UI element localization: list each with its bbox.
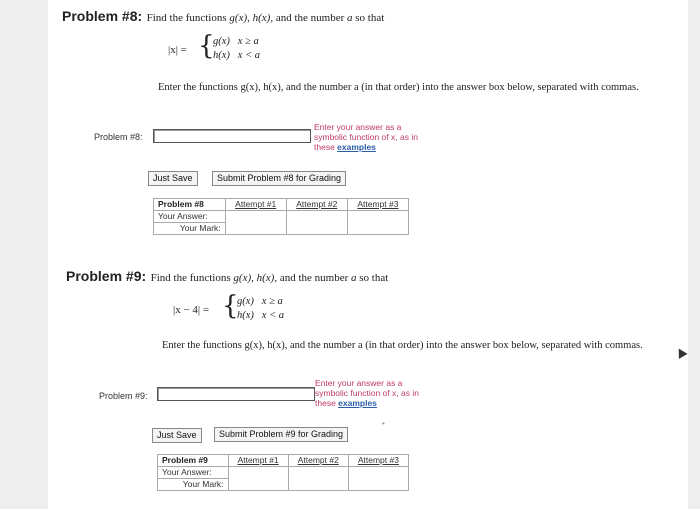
table-row (154, 199, 409, 211)
problem-9-attempt-1-link[interactable]: Attempt #1 (228, 455, 288, 467)
problem-9-piece-2: h(x) x < a (237, 310, 285, 321)
problem-9-table-header: Problem #9 (158, 455, 229, 467)
problem-8-heading (62, 8, 384, 26)
dot-icon: • (382, 419, 385, 428)
problem-8-attempt-2-link[interactable]: Attempt #2 (286, 199, 347, 211)
problem-8-attempt-2-cell (286, 211, 347, 235)
homework-page (48, 0, 688, 509)
problem-8-attempt-3-link[interactable]: Attempt #3 (347, 199, 408, 211)
problem-8-your-mark-label: Your Mark: (154, 223, 226, 235)
table-row (158, 455, 409, 467)
problem-9-title: Problem #9: (66, 268, 147, 284)
problem-9-instruction: Enter the functions g(x), h(x), and the number a (in that order) into the answer box below, separated with commas. (162, 340, 643, 351)
problem-8-lhs: |x| = (168, 44, 187, 56)
problem-9-your-mark-label: Your Mark: (158, 479, 229, 491)
problem-9-just-save-button[interactable]: Just Save (152, 428, 202, 443)
problem-8-attempts-table (153, 198, 409, 235)
problem-9-attempt-2-link[interactable]: Attempt #2 (288, 455, 348, 467)
problem-9-hint: Enter your answer as a symbolic function of x, as in these examples (315, 378, 419, 408)
problem-9-answer-input[interactable] (157, 387, 315, 401)
table-row (158, 467, 409, 479)
problem-8-piece-1: g(x) x ≥ a (213, 36, 259, 47)
problem-9-attempts-table (157, 454, 409, 491)
problem-9-attempt-2-cell (288, 467, 348, 491)
problem-8-attempt-1-cell (225, 211, 286, 235)
problem-8-answer-label: Problem #8: (94, 132, 143, 142)
problem-9-lhs: |x − 4| = (173, 304, 210, 316)
problem-9-attempt-3-cell (348, 467, 408, 491)
problem-8-title: Problem #8: (62, 8, 143, 24)
problem-9-answer-label: Problem #9: (99, 391, 148, 401)
problem-9-your-answer-label: Your Answer: (158, 467, 229, 479)
problem-8-attempt-3-cell (347, 211, 408, 235)
problem-8-just-save-button[interactable]: Just Save (148, 171, 198, 186)
problem-8-your-answer-label: Your Answer: (154, 211, 226, 223)
problem-8-hint: Enter your answer as a symbolic function of x, as in these examples (314, 122, 418, 152)
problem-9-heading (66, 268, 388, 286)
problem-8-brace: { (198, 31, 215, 61)
problem-8-answer-input[interactable] (153, 129, 311, 143)
problem-9-attempt-3-link[interactable]: Attempt #3 (348, 455, 408, 467)
table-row (154, 211, 409, 223)
problem-9-piece-1: g(x) x ≥ a (237, 296, 283, 307)
problem-8-table-header: Problem #8 (154, 199, 226, 211)
problem-9-brace: { (222, 291, 239, 321)
problem-9-statement: Find the functions g(x), h(x), and the number a so that (150, 272, 389, 284)
problem-8-examples-link[interactable]: examples (337, 142, 376, 152)
problem-8-attempt-1-link[interactable]: Attempt #1 (225, 199, 286, 211)
problem-9-submit-button[interactable]: Submit Problem #9 for Grading (214, 427, 348, 442)
problem-8-piece-2: h(x) x < a (213, 50, 261, 61)
problem-8-instruction: Enter the functions g(x), h(x), and the number a (in that order) into the answer box below, separated with commas. (158, 82, 639, 93)
problem-9-examples-link[interactable]: examples (338, 398, 377, 408)
problem-8-statement: Find the functions g(x), h(x), and the number a so that (146, 12, 385, 24)
problem-8-submit-button[interactable]: Submit Problem #8 for Grading (212, 171, 346, 186)
problem-9-attempt-1-cell (228, 467, 288, 491)
